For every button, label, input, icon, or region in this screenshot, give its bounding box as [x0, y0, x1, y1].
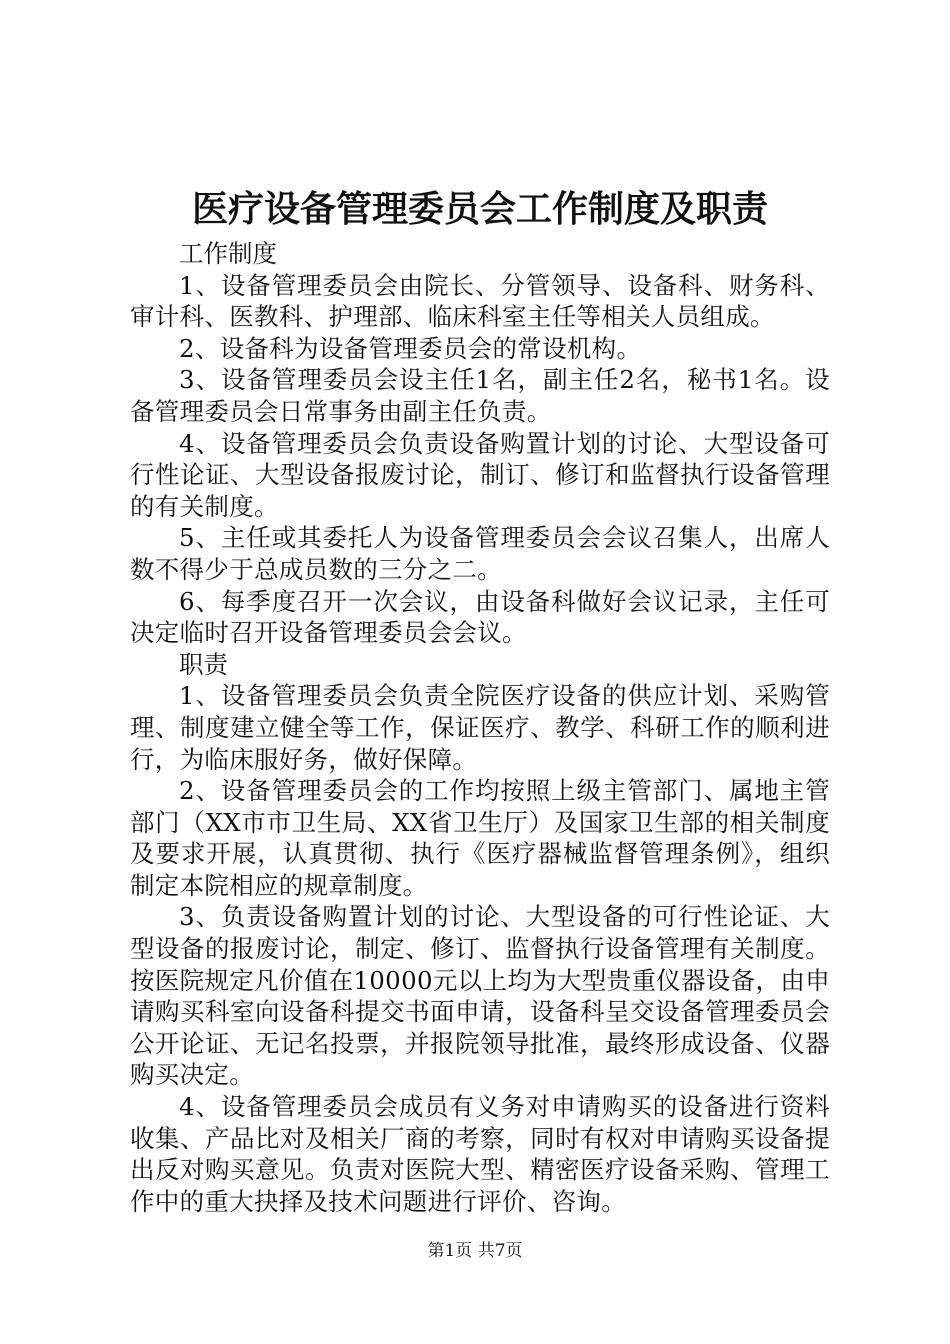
paragraph: 1、设备管理委员会由院长、分管领导、设备科、财务科、审计科、医教科、护理部、临床科室主任等相关人员组成。 [130, 270, 830, 332]
section-work-rules [130, 238, 830, 649]
page-footer: 第1页 共7页 [427, 1241, 523, 1261]
paragraph: 2、设备管理委员会的工作均按照上级主管部门、属地主管部门（XX市市卫生局、XX省卫生厅）及国家卫生部的相关制度及要求开展，认真贯彻、执行《医疗器械监督管理条例》，组织制定本院相应的规章制度。 [130, 776, 830, 900]
document-body [130, 186, 830, 1217]
paragraph: 4、设备管理委员会负责设备购置计划的讨论、大型设备可行性论证、大型设备报废讨论，制订、修订和监督执行设备管理的有关制度。 [130, 428, 830, 521]
document-title: 医疗设备管理委员会工作制度及职责 [191, 188, 768, 230]
paragraph: 4、设备管理委员会成员有义务对申请购买的设备进行资料收集、产品比对及相关厂商的考察，同时有权对申请购买设备提出反对购买意见。负责对医院大型、精密医疗设备采购、管理工作中的重大抉择及技术问题进行评价、咨询。 [130, 1092, 830, 1216]
paragraph: 3、设备管理委员会设主任1名，副主任2名，秘书1名。设备管理委员会日常事务由副主任负责。 [130, 365, 830, 426]
section-duties [130, 649, 830, 1218]
paragraph: 6、每季度召开一次会议，由设备科做好会议记录，主任可决定临时召开设备管理委员会会议。 [130, 586, 830, 648]
paragraph: 5、主任或其委托人为设备管理委员会会议召集人，出席人数不得少于总成员数的三分之二。 [130, 523, 830, 584]
section-heading: 职责 [179, 649, 228, 679]
paragraph: 1、设备管理委员会负责全院医疗设备的供应计划、采购管理、制度建立健全等工作，保证医疗、教学、科研工作的顺利进行，为临床服好务，做好保障。 [130, 681, 830, 774]
section-heading: 工作制度 [179, 239, 277, 268]
paragraph: 3、负责设备购置计划的讨论、大型设备的可行性论证、大型设备的报废讨论，制定、修订、监督执行设备管理有关制度。按医院规定凡价值在10000元以上均为大型贵重仪器设备，由申请购买科室向设备科提交书面申请，设备科呈交设备管理委员会公开论证、无记名投票，并报院领导批准，最终形成设备、仪器购买决定。 [130, 902, 830, 1090]
paragraph: 2、设备科为设备管理委员会的常设机构。 [179, 333, 642, 363]
